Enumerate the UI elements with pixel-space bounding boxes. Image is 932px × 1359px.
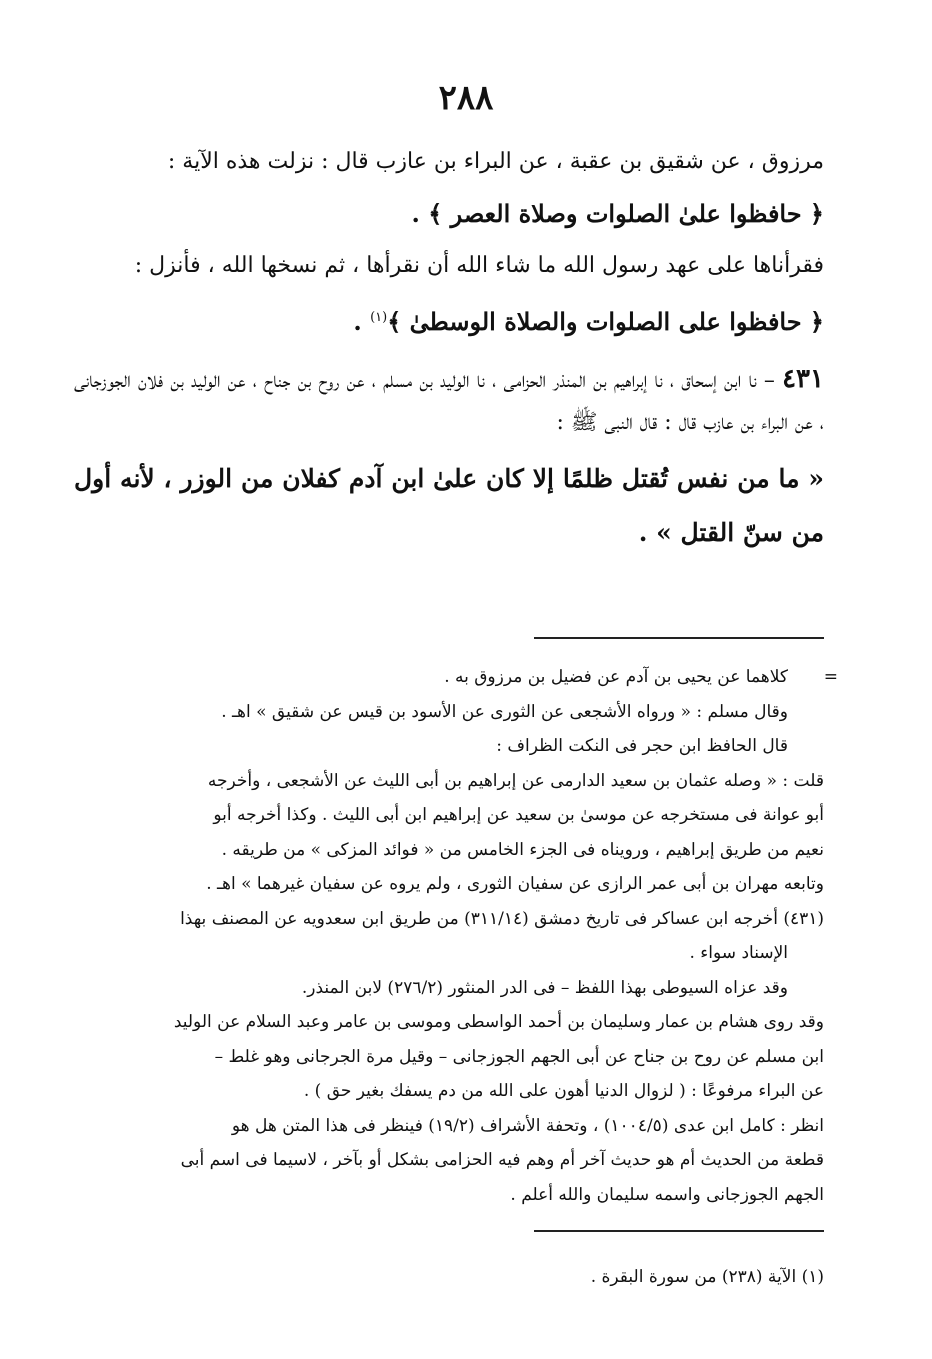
note-line: الجهم الجوزجانى واسمه سليمان والله أعلم . (510, 1184, 824, 1205)
note-line: وقد عزاه السيوطى بهذا اللفظ – فى الدر المنثور (٢٧٦/٢) لابن المنذر. (301, 977, 788, 998)
footnote-ref[interactable]: (١) (370, 310, 388, 325)
hadith-chain (74, 358, 824, 444)
note-line: (٤٣١) أخرجه ابن عساكر فى تاريخ دمشق (٣١١/١٤) من طريق ابن سعدويه عن المصنف بهذا (180, 908, 824, 929)
note-line: قطعة من الحديث أم هو حديث آخر أم وهم فيه الحزامى بشكل أو بآخر ، لاسيما فى اسم أبى (180, 1150, 824, 1170)
notes-section (74, 660, 838, 1212)
page-number: ٢٨٨ (438, 78, 494, 118)
quran-verse (74, 288, 824, 348)
note-line: عن البراء مرفوعًا : ( لزوال الدنيا أهون على الله من دم يسفك بغير حق ) . (303, 1081, 824, 1101)
hadith-number: ٤٣١ (782, 364, 824, 394)
hadith-isnad: – نا ابن إسحاق ، نا إبراهيم بن المنذر الحزامى ، نا الوليد بن مسلم ، عن روح بن جناح ، عن الوليد بن فلان الجوزجانى ، عن البراء بن عازب قال : قال النبى ﷺ : (74, 368, 824, 435)
footnote-divider (534, 637, 824, 639)
note-line: وتابعه مهران بن أبى عمر الرازى عن سفيان الثورى ، ولم يروه عن سفيان غيرهما » اهـ . (206, 874, 824, 894)
verse-text: ﴿ حافظوا على الصلوات والصلاة الوسطىٰ ﴾ (387, 307, 824, 336)
note-line: الإسناد سواء . (689, 943, 788, 963)
note-line: أبو عوانة فى مستخرجه عن موسىٰ بن سعيد عن إبراهيم ابن أبى الليث . وكذا أخرجه أبو (213, 805, 824, 825)
note-line: قلت : « وصله عثمان بن سعيد الدارمى عن إبراهيم بن أبى الليث عن الأشجعى ، وأخرجه (207, 770, 824, 791)
footnote-divider (534, 1230, 824, 1232)
note-line: ابن مسلم عن روح بن جناح عن أبى الجهم الجوزجانى – وقيل مرة الجرجانى وهو غلط – (214, 1046, 824, 1067)
note-line: وقال مسلم : « ورواه الأشجعى عن الثورى عن الأسود بن قيس عن شقيق » اهـ . (221, 701, 788, 722)
note-line: انظر : كامل ابن عدى (١٠٠٤/٥) ، وتحفة الأشراف (١٩/٢) فينظر فى هذا المتن هل هو (231, 1115, 824, 1136)
footnote: (١) الآية (٢٣٨) من سورة البقرة . (590, 1267, 824, 1287)
note-line: قال الحافظ ابن حجر فى النكت الظراف : (496, 736, 788, 756)
note-line: وقد روى هشام بن عمار وسليمان بن أحمد الواسطى وموسى بن عامر وعبد السلام عن الوليد (173, 1012, 824, 1032)
main-text (74, 140, 824, 560)
quran-verse: ﴿ حافظوا علىٰ الصلوات وصلاة العصر ﴾ . (411, 199, 824, 228)
note-line: نعيم من طريق إبراهيم ، ورويناه فى الجزء الخامس من « فوائد المزكى » من طريقه . (221, 839, 824, 860)
verse-end: . (353, 307, 371, 336)
text-line: فقرأناها على عهد رسول الله ما شاء الله أن نقرأها ، ثم نسخها الله ، فأنزل : (134, 253, 824, 278)
text-line: مرزوق ، عن شقيق بن عقبة ، عن البراء بن عازب قال : نزلت هذه الآية : (167, 149, 824, 174)
hadith-text: « ما من نفس تُقتل ظلمًا إلا كان علىٰ ابن آدم كفلان من الوزر ، لأنه أول من سنّ القتل » . (74, 464, 824, 547)
continuation-marker: = (823, 667, 838, 687)
note-line: = كلاهما عن يحيى بن آدم عن فضيل بن مرزوق به . (74, 660, 824, 695)
